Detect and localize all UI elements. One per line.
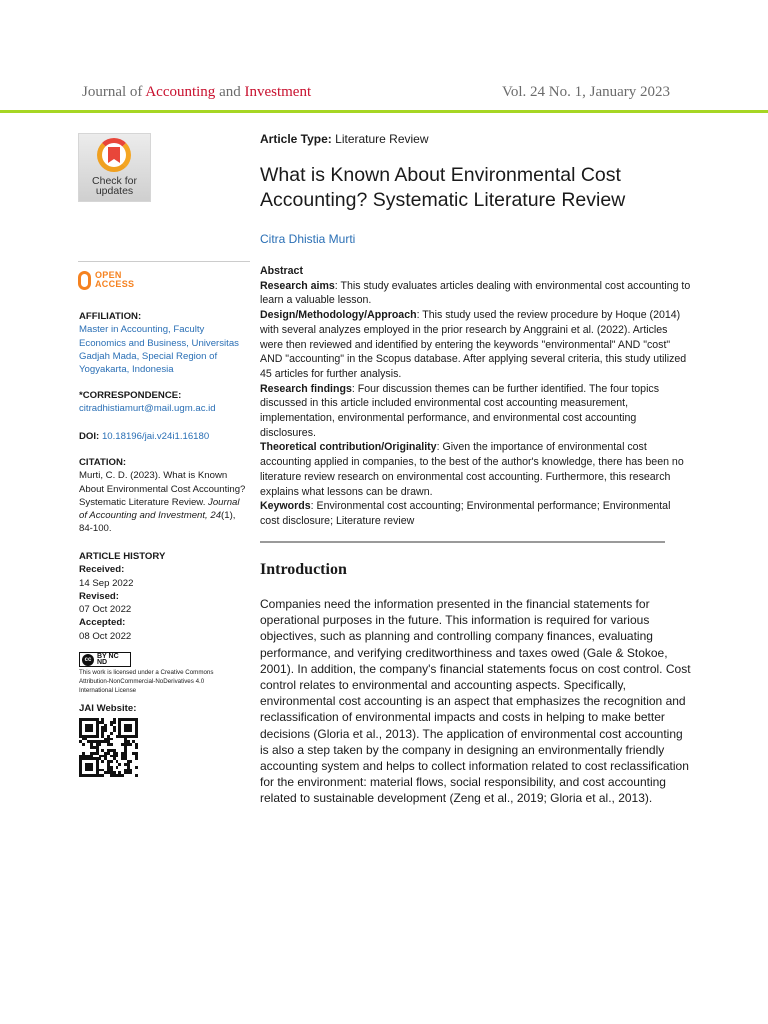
abstract-divider — [260, 541, 665, 543]
doi-link[interactable]: 10.18196/jai.v24i1.16180 — [101, 431, 210, 442]
cc-icon: cc — [82, 654, 94, 666]
correspondence-block: *CORRESPONDENCE: citradhistiamurt@mail.ugm.ac.id — [79, 390, 216, 415]
sidebar-divider — [78, 261, 250, 262]
journal-accounting: Accounting — [145, 84, 216, 100]
introduction-paragraph: Companies need the information presented in the financial statements for operational purposes in the future. This information is required for various objectives, such as planning and controlling company finances, evaluating performance, and verifying creditworthiness and taxes owed (Gale & Stokoe, 2001). In addition, the company's financial statements focus on cost control. Cost control relates to environmental and accounting aspects. Specifically, environmental cost accounting is an aspect that emphasizes the recognition and reclassification of environmental impacts and costs in helping to make better decisions (Gloria et al., 2013). The application of environmental cost accounting is also a step taken by the company in designing an environmentally friendly accounting system and helps to collect information related to cost reclassification for the environment: material flows, social responsibility, and cost accounting related to sustainable development (Zeng et al., 2019; Gloria et al., 2013). — [260, 597, 691, 806]
open-access-logo: OPEN ACCESS — [78, 270, 138, 292]
citation-block: CITATION: Murti, C. D. (2023). What is Known About Environmental Cost Accounting? Systematic Literature Review. Journal of Accounting and Investment, 24(1), 84-100. — [79, 457, 246, 535]
article-history: ARTICLE HISTORY Received: 14 Sep 2022 Revised: 07 Oct 2022 Accepted: 08 Oct 2022 — [79, 551, 166, 642]
header-divider — [0, 110, 768, 113]
introduction-heading: Introduction — [260, 561, 347, 578]
article-type: Article Type: Literature Review — [260, 132, 429, 146]
correspondence-email[interactable]: citradhistiamurt@mail.ugm.ac.id — [79, 403, 216, 415]
revised-date: 07 Oct 2022 — [79, 604, 132, 616]
abstract-heading: Abstract — [260, 265, 303, 277]
qr-code-icon[interactable] — [79, 718, 138, 777]
doi-block: DOI: 10.18196/jai.v24i1.16180 — [79, 431, 210, 442]
cc-terms: BY NC ND — [97, 653, 119, 666]
license-text: This work is licensed under a Creative Commons Attribution-NonCommercial-NoDerivatives 4.0 International License — [79, 669, 214, 694]
abstract-findings: Research findings: Four discussion themes can be further identified. The four topics discussed in this article included environmental cost accounting measurement, implementation, environmental performance, and environmental cost accounting disclosures. — [260, 382, 660, 439]
received-date: 14 Sep 2022 — [79, 577, 134, 589]
accepted-date: 08 Oct 2022 — [79, 630, 132, 642]
abstract — [260, 264, 692, 529]
affiliation-text: Master in Accounting, Faculty Economics and Business, Universitas Gadjah Mada, Special Region of Yogyakarta, Indonesia — [79, 324, 239, 376]
creative-commons-badge[interactable] — [79, 652, 131, 667]
article-title: What is Known About Environmental Cost Accounting? Systematic Literature Review — [260, 164, 626, 211]
journal-name: Journal of Accounting and Investment — [82, 84, 312, 100]
abstract-keywords: Keywords: Environmental cost accounting; Environmental performance; Environmental cost disclosure; Literature review — [260, 500, 671, 527]
check-for-updates-badge[interactable] — [78, 133, 151, 202]
volume-issue: Vol. 24 No. 1, January 2023 — [501, 84, 670, 100]
running-header — [82, 84, 670, 106]
abstract-design: Design/Methodology/Approach: This study used the review procedure by Hoque (2014) with several analyzes employed in the prior research by Anggraini et al. (2022). Articles were then reviewed and identified by entering the keywords "environmental" AND "cost" AND "accounting" in the Scopus database. After applying several criteria, this study utilized 45 articles for further analysis. — [260, 309, 687, 380]
jai-website-label: JAI Website: — [79, 703, 137, 714]
check-for-updates-label: Check for updates — [92, 175, 137, 197]
author-name[interactable]: Citra Dhistia Murti — [260, 232, 356, 246]
open-lock-icon — [78, 271, 91, 290]
journal-investment: Investment — [244, 84, 312, 100]
abstract-aims: Research aims: This study evaluates articles dealing with environmental cost accounting to learn a valuable lesson. — [260, 279, 691, 307]
affiliation-block: AFFILIATION: Master in Accounting, Faculty Economics and Business, Universitas Gadjah Mada, Special Region of Yogyakarta, Indonesia — [79, 311, 239, 376]
abstract-contribution: Theoretical contribution/Originality: Given the importance of environmental cost accounting applied in companies, to the best of the author's knowledge, there has been no literature review research on environmental cost accounting. Furthermore, this research explains what lessons can be drawn. — [260, 441, 684, 498]
